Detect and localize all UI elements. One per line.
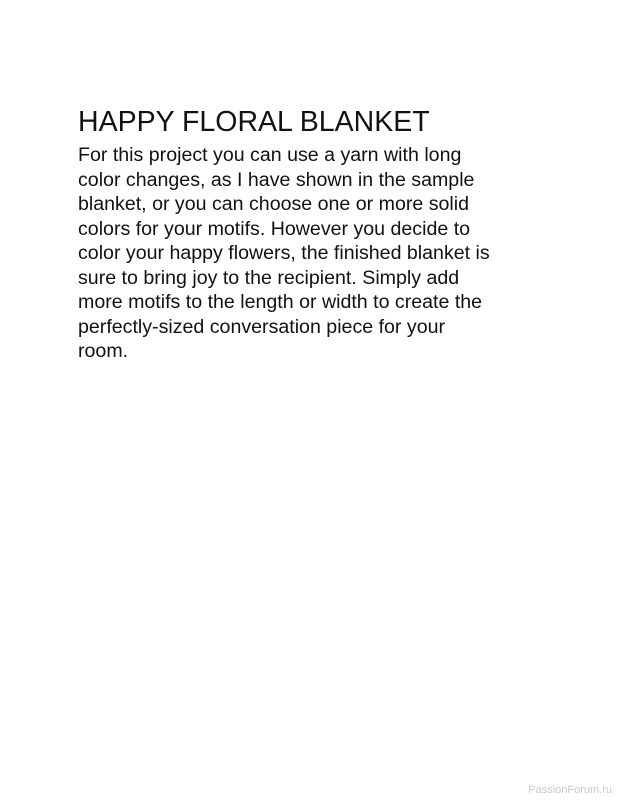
- document-paragraph: [78, 143, 548, 364]
- paragraph-line: blanket, or you can choose one or more solid: [78, 193, 470, 215]
- paragraph-line: color changes, as I have shown in the sample: [78, 168, 475, 191]
- paragraph-line: room.: [78, 340, 129, 362]
- paragraph-line: perfectly-sized conversation piece for your: [78, 315, 446, 338]
- document-title: HAPPY FLORAL BLANKET: [78, 106, 430, 138]
- document-content: [78, 105, 548, 364]
- paragraph-line: colors for your motifs. However you decide to: [78, 217, 471, 240]
- paragraph-line: For this project you can use a yarn with long: [78, 144, 462, 166]
- paragraph-line: sure to bring joy to the recipient. Simply add: [78, 266, 460, 289]
- paragraph-line: more motifs to the length or width to create the: [78, 291, 483, 313]
- watermark-text: PassionForum.ru: [528, 784, 612, 796]
- paragraph-line: color your happy flowers, the finished blanket is: [78, 242, 490, 264]
